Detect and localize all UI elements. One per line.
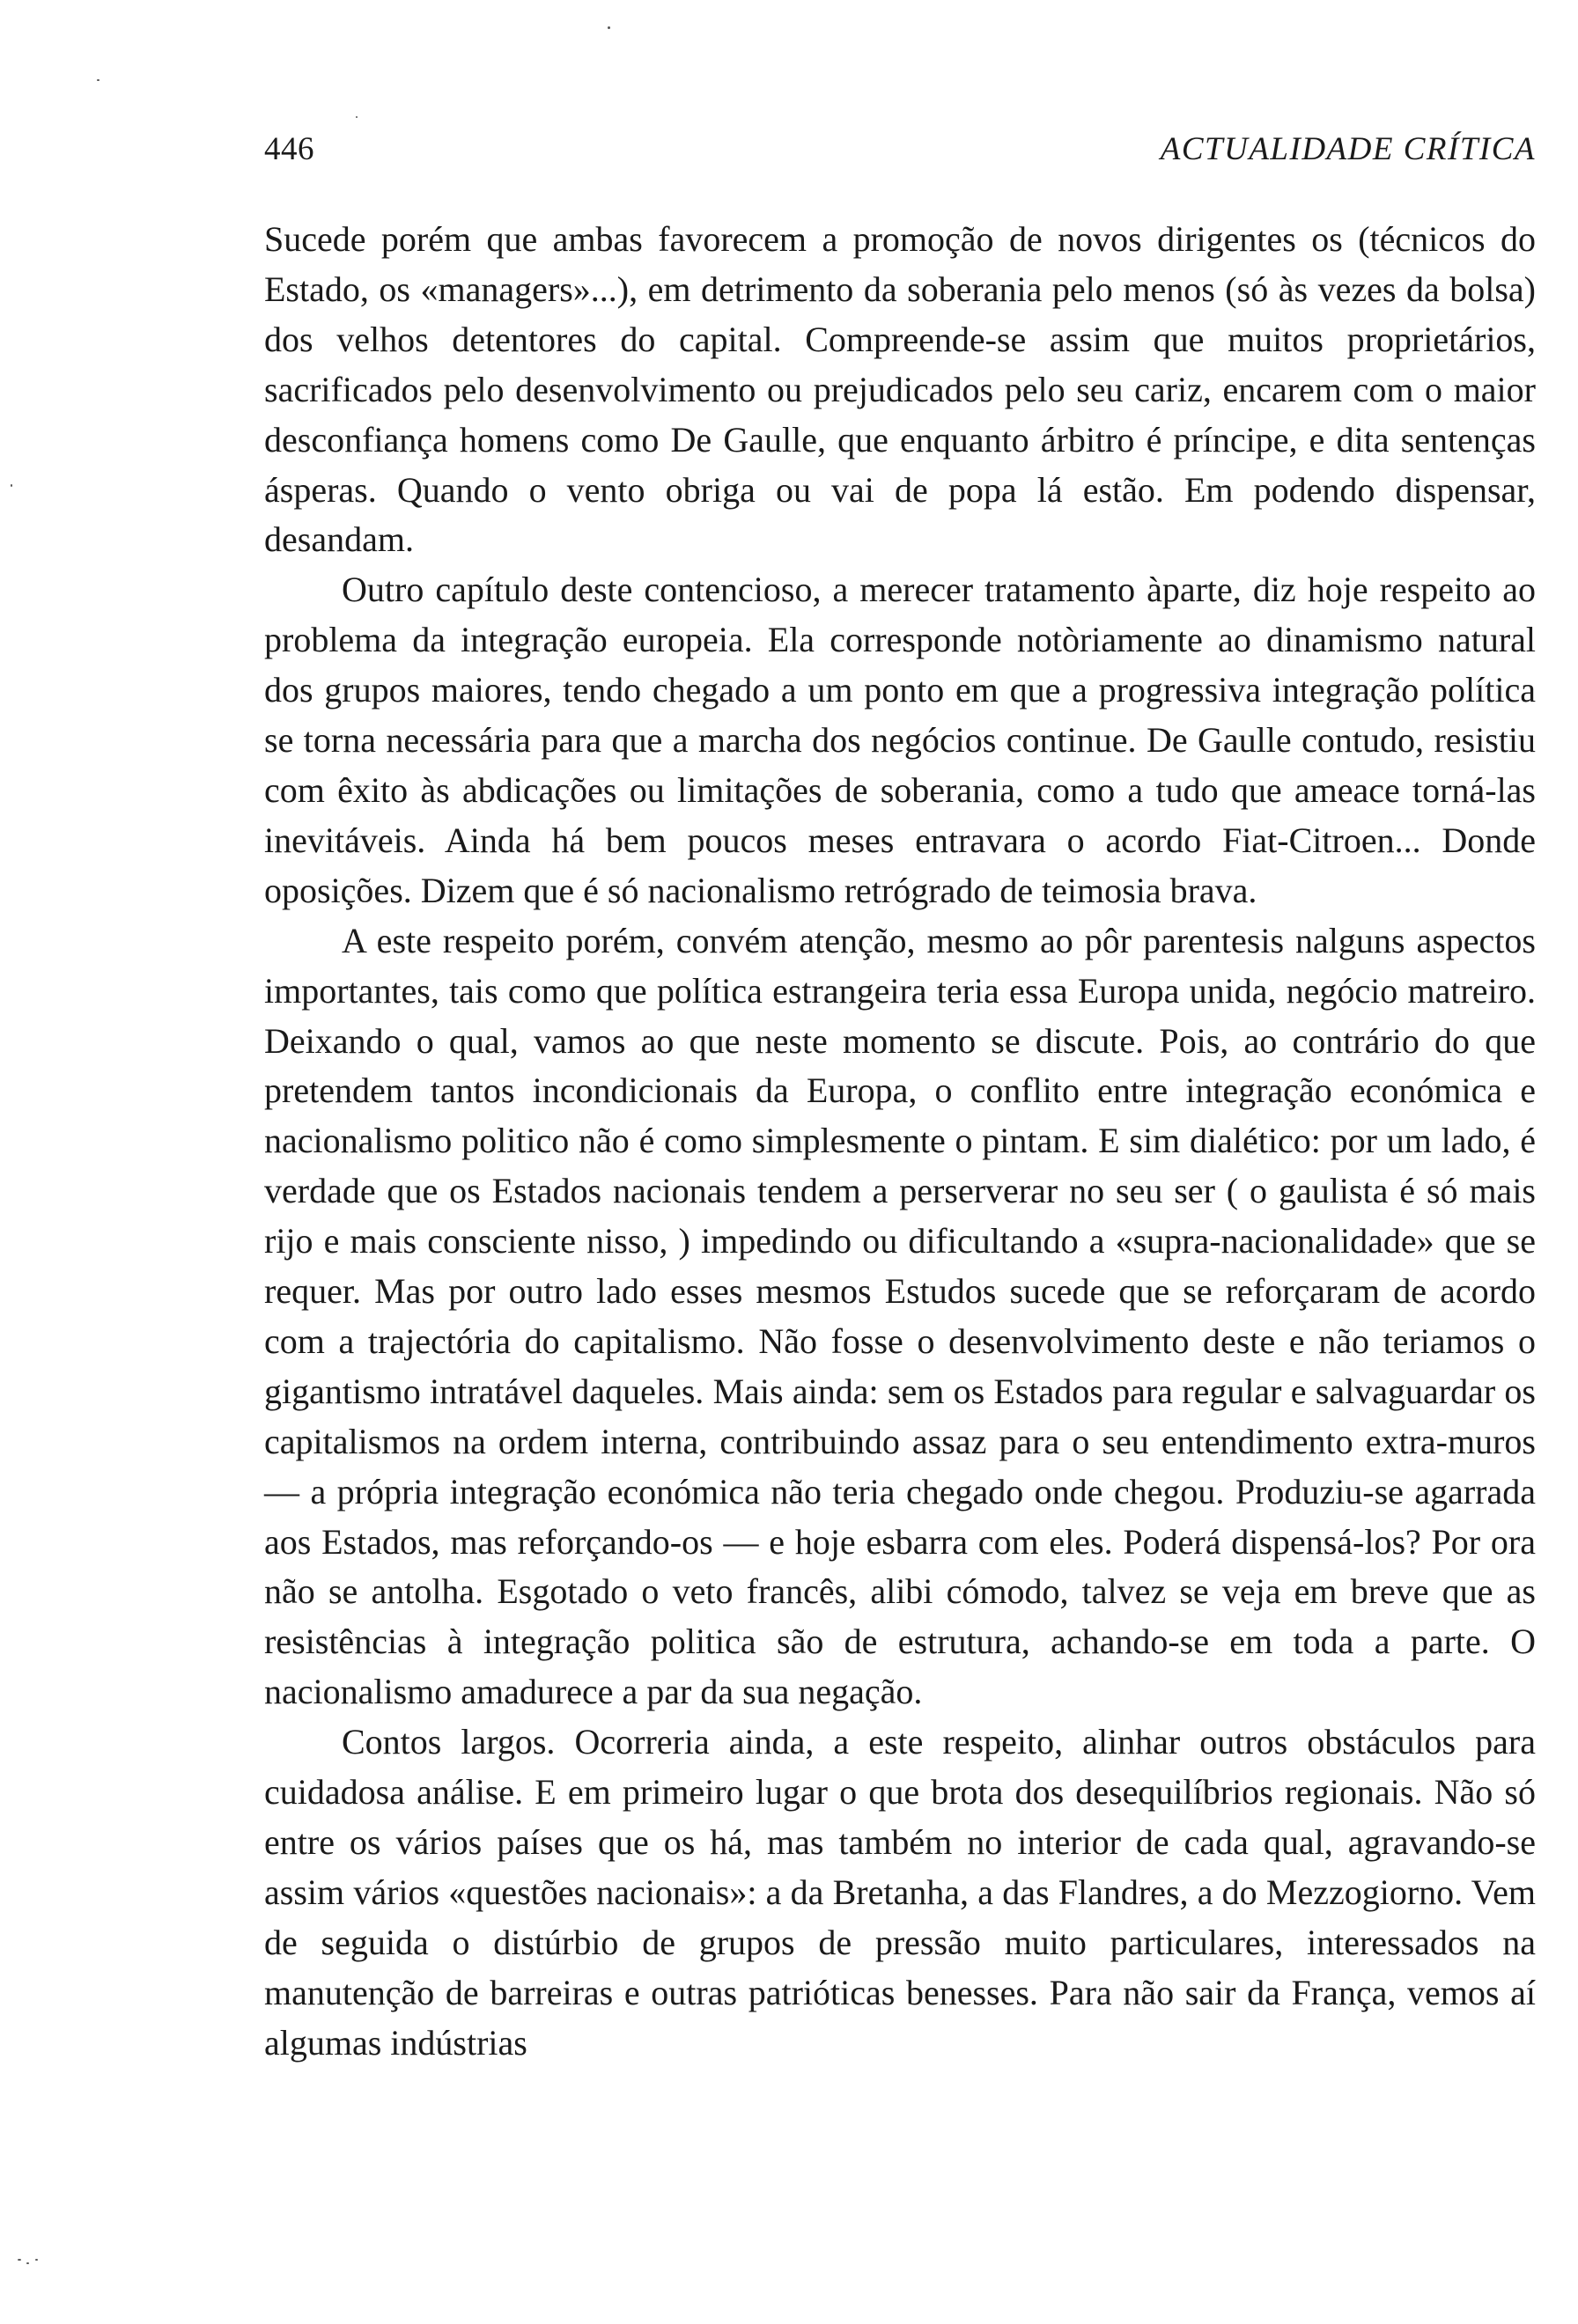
paragraph-1: Sucede porém que ambas favorecem a promoção de novos dirigentes os (técnicos do Estado, os «managers»...), em detrimento da soberania pelo menos (só às vezes da bolsa) dos velhos detentores do capital. Compreende-se assim que muitos proprietários, sacrificados pelo desenvolvimento ou prejudicados pelo seu cariz, encarem com o maior desconfiança homens como De Gaulle, que enquanto árbitro é príncipe, e dita sentenças ásperas. Quando o vento obriga ou vai de popa lá estão. Em podendo dispensar, desandam. [264, 219, 1536, 560]
body-text [264, 215, 1536, 2069]
scan-speck [18, 2259, 21, 2261]
running-title: ACTUALIDADE CRÍTICA [1160, 131, 1536, 167]
paragraph-3: A este respeito porém, convém atenção, mesmo ao pôr parentesis nalguns aspectos importantes, tais como que política estrangeira teria essa Europa unida, negócio matreiro. Deixando o qual, vamos ao que neste momento se discute. Pois, ao contrário do que pretendem tantos incondicionais da Europa, o conflito entre integração económica e nacionalismo politico não é como simplesmente o pintam. E sim dialético: por um lado, é verdade que os Estados nacionais tendem a perserverar no seu ser ( o gaulista é só mais rijo e mais consciente nisso, ) impedindo ou dificultando a «supra-nacionalidade» que se requer. Mas por outro lado esses mesmos Estudos sucede que se reforçaram de acordo com a trajectória do capitalismo. Não fosse o desenvolvimento deste e não teriamos o gigantismo intratável daqueles. Mais ainda: sem os Estados para regular e salvaguardar os capitalismos na ordem interna, contribuindo assaz para o seu entendimento extra-muros — a própria integração económica não teria chegado onde chegou. Produziu-se agarrada aos Estados, mas reforçando-os — e hoje esbarra com eles. Poderá dispensá-los? Por ora não se antolha. Esgotado o veto francês, alibi cómodo, talvez se veja em breve que as resistências à integração politica são de estrutura, achando-se em toda a parte. O nacionalismo amadurece a par da sua negação. [264, 920, 1536, 1712]
scan-speck [97, 79, 100, 81]
scan-speck [26, 2262, 29, 2264]
paragraph-4: Contos largos. Ocorreria ainda, a este respeito, alinhar outros obstáculos para cuidadosa análise. E em primeiro lugar o que brota dos desequilíbrios regionais. Não só entre os vários países que os há, mas também no interior de cada qual, agravando-se assim vários «questões nacionais»: a da Bretanha, a das Flandres, a do Mezzogiorno. Vem de seguida o distúrbio de grupos de pressão muito particulares, interessados na manutenção de barreiras e outras patrióticas benesses. Para não sair da França, vemos aí algumas indústrias [264, 1722, 1536, 2063]
paragraph-2: Outro capítulo deste contencioso, a merecer tratamento àparte, diz hoje respeito ao problema da integração europeia. Ela corresponde notòriamente ao dinamismo natural dos grupos maiores, tendo chegado a um ponto em que a progressiva integração política se torna necessária para que a marcha dos negócios continue. De Gaulle contudo, resistiu com êxito às abdicações ou limitações de soberania, como a tudo que ameace torná-las inevitáveis. Ainda há bem poucos meses entravara o acordo Fiat-Citroen... Donde oposições. Dizem que é só nacionalismo retrógrado de teimosia brava. [264, 570, 1536, 910]
scan-speck [608, 26, 610, 29]
scan-speck [356, 116, 358, 118]
scan-speck [11, 484, 12, 487]
page-header [264, 130, 1536, 183]
scan-speck [35, 2259, 38, 2261]
page-number: 446 [264, 131, 314, 167]
